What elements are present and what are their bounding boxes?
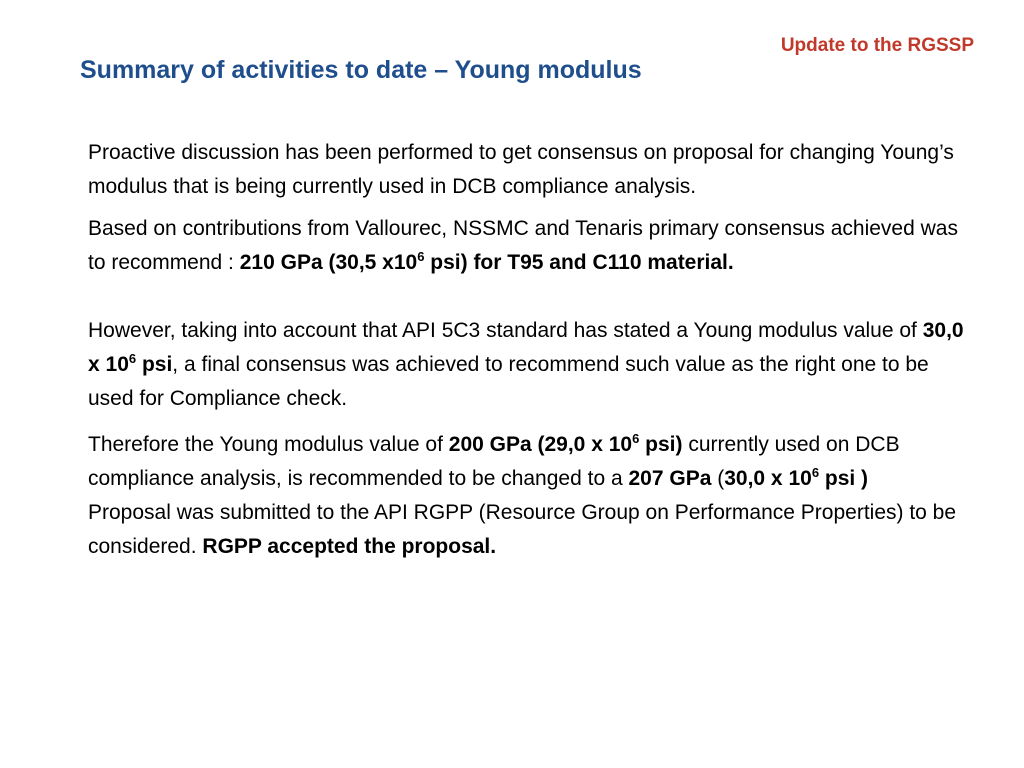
recommendation-text-c: ( bbox=[711, 467, 725, 490]
new-value-psi-part-b: psi ) bbox=[819, 467, 869, 490]
api-value-exponent: 6 bbox=[128, 351, 137, 366]
api-value-part-b: psi bbox=[136, 353, 173, 376]
current-value-part-b: psi) bbox=[639, 433, 683, 456]
proposal-accepted: RGPP accepted the proposal. bbox=[202, 535, 497, 558]
recommend-value-part-a: 210 GPa (30,5 x10 bbox=[239, 251, 418, 274]
recommendation-text-a: Therefore the Young modulus value of bbox=[88, 433, 449, 456]
new-value-psi-part-a: 30,0 x 10 bbox=[724, 467, 812, 490]
recommend-value-part-b: psi) for T95 and C110 material. bbox=[424, 251, 734, 274]
header-tag: Update to the RGSSP bbox=[780, 35, 974, 56]
slide-title: Summary of activities to date – Young modulus bbox=[80, 56, 642, 84]
api-value-part-a: 30,0 x 10 bbox=[88, 319, 964, 376]
paragraph-discussion-text: Proactive discussion has been performed to get consensus on proposal for changing Young’s modulus that is being currently used in DCB compliance analysis. bbox=[88, 141, 954, 198]
recommend-value-exponent: 6 bbox=[417, 249, 425, 264]
current-value-bold bbox=[449, 433, 683, 456]
paragraph-api-standard bbox=[88, 314, 968, 416]
api-standard-text-a: However, taking into account that API 5C3 standard has stated a Young modulus value of bbox=[88, 319, 923, 342]
paragraph-recommendation bbox=[88, 428, 968, 496]
recommend-value-bold bbox=[240, 251, 734, 274]
slide-content bbox=[88, 136, 968, 564]
new-value-gpa: 207 GPa bbox=[628, 467, 712, 490]
api-standard-text-b: , a final consensus was achieved to recommend such value as the right one to be used for Compliance check. bbox=[88, 353, 929, 410]
contributions-text: Based on contributions from Vallourec, NSSMC and Tenaris primary consensus achieved was to recommend : bbox=[88, 217, 958, 274]
paragraph-contributions bbox=[88, 212, 968, 280]
paragraph-discussion bbox=[88, 136, 968, 204]
current-value-exponent: 6 bbox=[632, 431, 640, 446]
recommendation-text-b: currently used on DCB compliance analysis, is recommended to be changed to a bbox=[88, 433, 900, 490]
new-value-psi-exponent: 6 bbox=[811, 465, 820, 480]
paragraph-proposal bbox=[88, 496, 968, 564]
proposal-text: Proposal was submitted to the API RGPP (Resource Group on Performance Properties) to be considered. bbox=[88, 501, 957, 558]
current-value-part-a: 200 GPa (29,0 x 10 bbox=[448, 433, 633, 456]
new-value-psi-bold bbox=[724, 467, 868, 490]
